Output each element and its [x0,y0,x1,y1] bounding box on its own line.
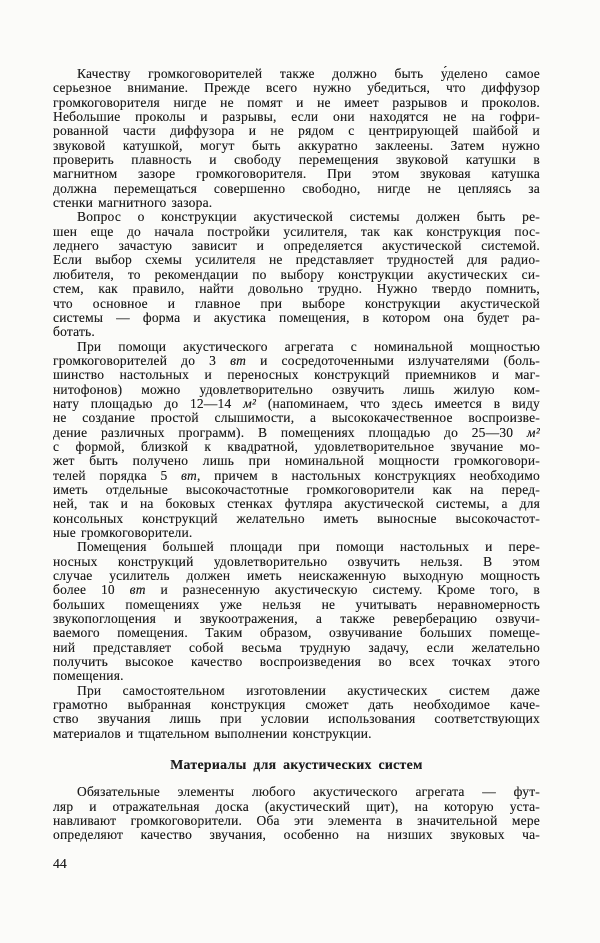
text-line: Обязательные элементы любого акустического агрегата — фут- [77,784,540,800]
text-line: При помощи акустического агрегата с номинальной мощностью [77,338,540,354]
page-number: 44 [53,855,67,871]
text-line: иметь отдельные высокочастотные громкоговорители как на перед- [53,481,540,497]
text-line: шен еще до начала постройки усилителя, так как конструкция пос- [53,223,540,239]
text-line: стем, как правило, найти довольно трудно. Нужно твердо помнить, [53,281,540,297]
text-line: не создание простой слышимости, а высококачественное воспроизве- [53,410,540,426]
text-line: более 10 вт и разнесенную акустическую систему. Кроме того, в [53,582,540,598]
text-line: серьезное внимание. Прежде всего нужно убедиться, что диффузор [53,80,540,96]
text-line: навливают громкоговорители. Оба эти элемента в значительной мере [53,812,540,828]
text-line: помещения. [53,668,124,684]
text-line: ство звучания лишь при условии использования соответствующих [53,711,540,727]
text-line: нитофонов) можно удовлетворительно озвучить лишь жилую ком- [53,381,540,397]
text-line: рованной части диффузора и не рядом с центрирующей шайбой и [53,123,540,139]
text-line: случае усилитель должен иметь неискаженную выходную мощность [53,568,540,584]
text-line: ней, так и на боковых стенках футляра акустической системы, а для [53,496,540,512]
text-line: Если выбор схемы усилителя не представляет трудностей для радио- [53,252,540,268]
text-line: звукопоглощения и звукоотражения, а также реверберацию озвучи- [53,611,540,627]
text-line: шинство настольных и переносных конструкций приемников и маг- [53,367,540,383]
text-line: Помещения большей площади при помощи настольных и пере- [77,539,540,555]
text-line: ботать. [53,324,95,340]
text-line: получить высокое качество воспроизведения во всех точках этого [53,654,540,670]
text-line: Небольшие проколы и разрывы, если они находятся не на гофри- [53,109,540,125]
text-line: ний представляет собой весьма трудную задачу, если желательно [53,639,540,655]
text-line: ваемого помещения. Таким образом, озвучивание больших помеще- [53,625,540,641]
text-line: дение различных программ). В помещениях площадью до 25—30 м² [53,424,540,440]
text-line: стенки магнитного зазора. [53,195,213,211]
text-line: Вопрос о конструкции акустической системы должен быть ре- [77,209,540,225]
text-column [53,67,540,871]
text-line: консольных конструкций желательно иметь выносные высокочастот- [53,510,540,526]
text-line: проверить плавность и свободу перемещения звуковой катушки в [53,152,540,168]
text-line: определяют качество звучания, особенно на низших звуковых ча- [53,827,540,843]
text-line: жет быть получено лишь при номинальной мощности громкоговори- [53,453,540,469]
text-line: должна перемещаться совершенно свободно, нигде не цепляясь за [53,180,540,196]
text-line: с формой, близкой к квадратной, удовлетворительное звучание мо- [53,438,540,454]
text-line: ные громкоговорители. [53,525,193,540]
text-line: больших помещениях уже нельзя не учитывать неравномерность [53,596,540,612]
text-line: носных конструкций удовлетворительно озвучить нельзя. В этом [53,553,540,569]
text-line: нату площадью до 12—14 м² (напоминаем, что здесь имеется в виду [53,395,540,411]
text-line: грамотно выбранная конструкция сможет дать необходимое каче- [53,697,540,713]
text-line: леднего зачастую зависит и определяется акустической системой. [53,238,540,254]
text-line: громкоговорителя нигде не помят и не имеет разрывов и проколов. [53,94,540,110]
section-heading: Материалы для акустических систем [170,757,423,773]
text-line: системы — форма и акустика помещения, в котором она будет ра- [53,309,540,325]
text-line: телей порядка 5 вт, причем в настольных конструкциях необходимо [53,467,540,483]
text-line: Качеству громкоговорителей также должно быть у́делено самое [77,66,540,81]
text-line: любителя, то рекомендации по выбору конструкции акустических си- [53,266,540,282]
text-line: При самостоятельном изготовлении акустических систем даже [77,682,540,698]
text-line: звуковой катушкой, могут быть аккуратно заклеены. Затем нужно [53,137,540,153]
text-line: магнитном зазоре громкоговорителя. При этом звуковая катушка [53,166,540,182]
text-line: ляр и отражательная доска (акустический щит), на которую уста- [53,798,540,814]
text-line: материалов и тщательном выполнении конструкции. [53,725,372,741]
text-line: громкоговорителей до 3 вт и сосредоточенными излучателями (боль- [53,352,541,368]
text-line: что основное и главное при выборе конструкции акустической [53,295,540,311]
